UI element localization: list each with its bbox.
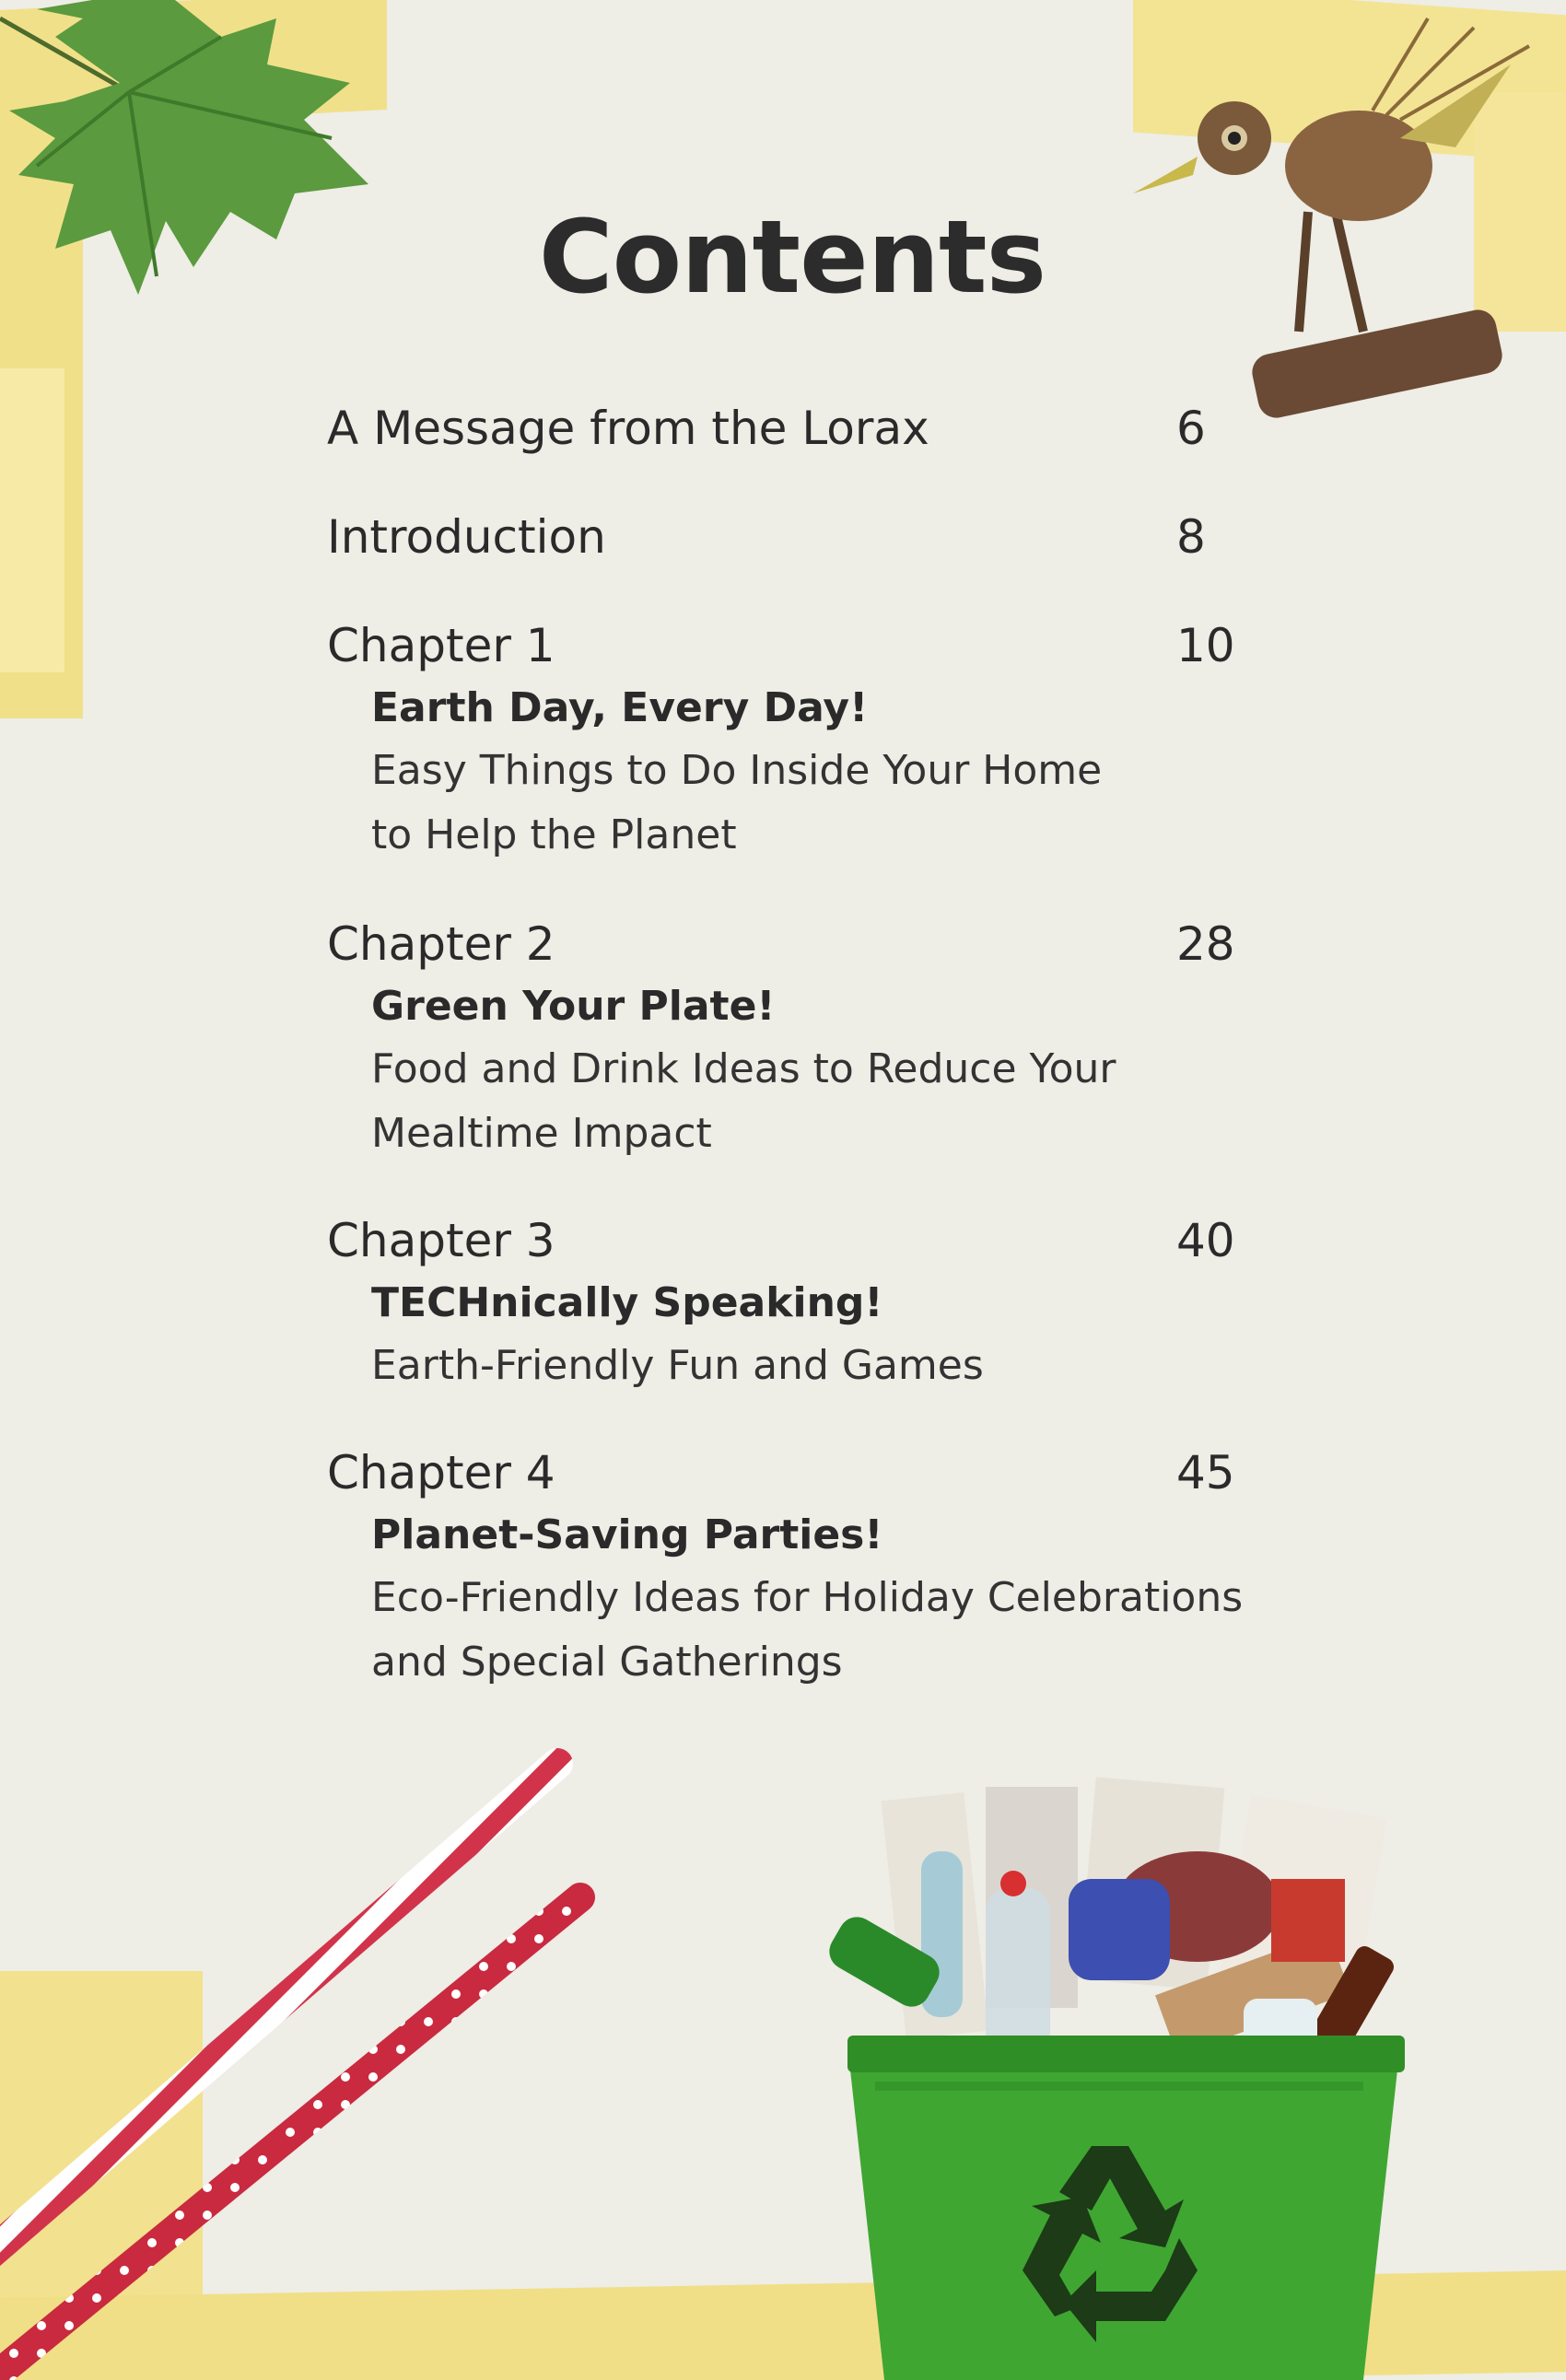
chapter-description-line: to Help the Planet [371,811,737,858]
toc-entry-chapter-4[interactable] [327,1441,1285,1695]
chapter-description-line: Earth-Friendly Fun and Games [371,1342,984,1389]
paper-straws-icon [0,1732,626,2380]
pinecone-bird-icon [1124,0,1566,442]
yellow-paint-left-lower [0,368,64,672]
chapter-description-line: Food and Drink Ideas to Reduce Your [371,1045,1116,1092]
chapter-subtitle: Green Your Plate! [371,983,776,1030]
chapter-subtitle: TECHnically Speaking! [371,1279,883,1326]
entry-label: Chapter 3 [327,1214,555,1267]
entry-label: Chapter 4 [327,1446,555,1499]
leaf-icon [0,0,387,313]
chapter-subtitle: Earth Day, Every Day! [371,684,869,731]
recycling-bin-icon [811,1768,1474,2380]
chapter-description-line: and Special Gatherings [371,1639,843,1686]
chapter-description-line: Eco-Friendly Ideas for Holiday Celebrations [371,1574,1244,1621]
page-number: 40 [1176,1214,1235,1267]
entry-label: Introduction [327,510,606,564]
entry-label: A Message from the Lorax [327,402,929,455]
page-number: 28 [1176,917,1235,971]
toc-entry-lorax-message[interactable] [327,396,1285,461]
chapter-subtitle: Planet-Saving Parties! [371,1511,883,1558]
chapter-description-line: Easy Things to Do Inside Your Home [371,747,1103,794]
toc-entry-chapter-1[interactable] [327,613,1285,868]
page-title: Contents [538,198,1046,316]
chapter-description-line: Mealtime Impact [371,1110,712,1157]
page-number: 45 [1176,1446,1235,1499]
toc-entry-chapter-3[interactable] [327,1208,1285,1398]
page-number: 10 [1176,619,1235,672]
entry-label: Chapter 2 [327,917,555,971]
toc-entry-introduction[interactable] [327,505,1285,569]
entry-label: Chapter 1 [327,619,555,672]
toc-entry-chapter-2[interactable] [327,912,1285,1166]
page-number: 8 [1176,510,1206,564]
page-number: 6 [1176,402,1206,455]
